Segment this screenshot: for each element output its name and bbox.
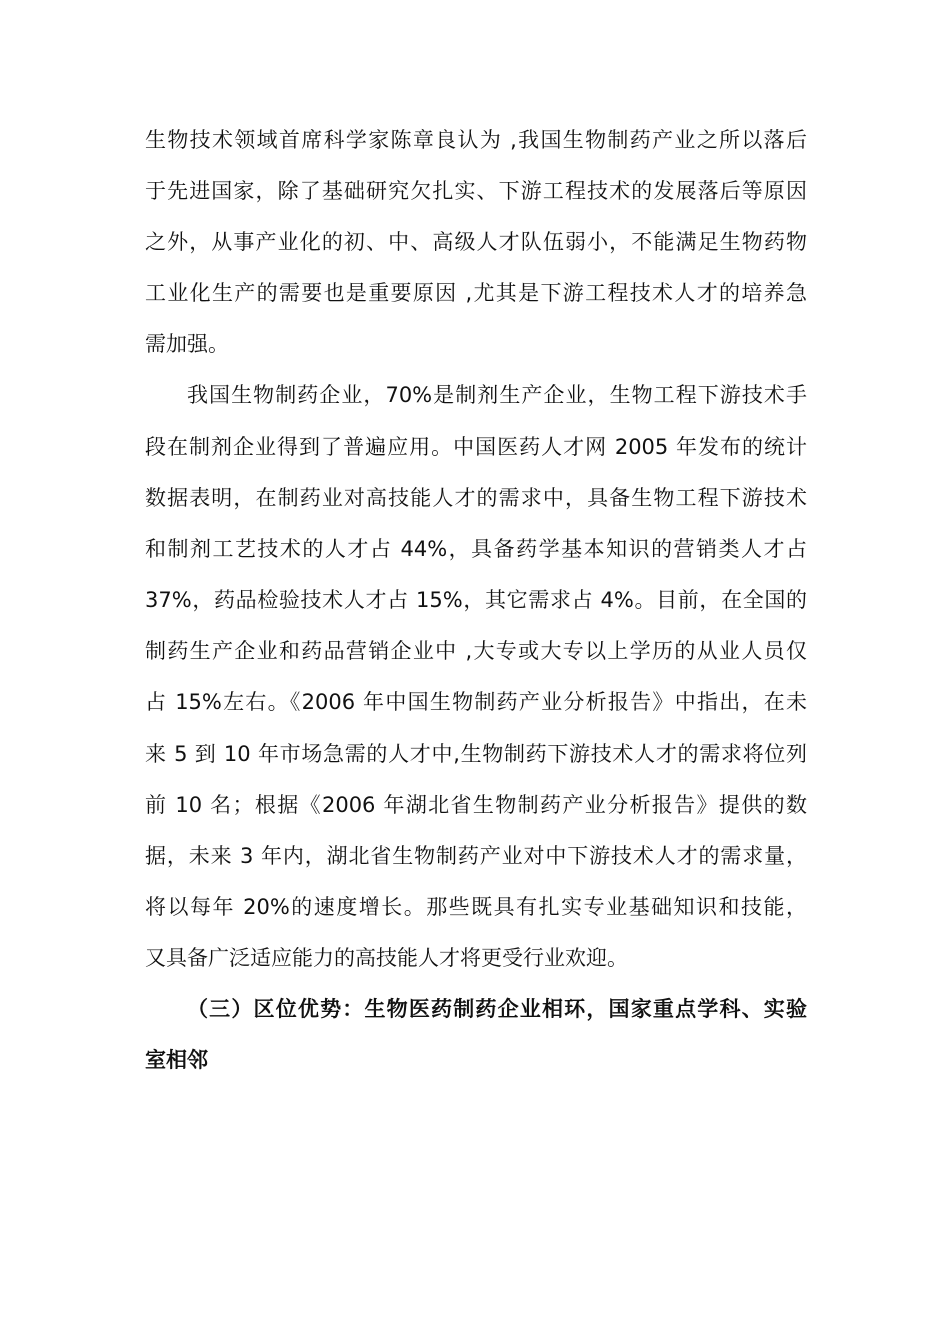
paragraph-2-line-5: 37%，药品检验技术人才占 15%，其它需求占 4%。目前，在全国的 — [145, 588, 807, 612]
paragraph-2-line-7: 占 15%左右。《2006 年中国生物制药产业分析报告》中指出，在未 — [145, 690, 807, 714]
paragraph-1-line-1: 生物技术领域首席科学家陈章良认为 ,我国生物制药产业之所以落后 — [145, 128, 807, 152]
paragraph-1-line-2: 于先进国家，除了基础研究欠扎实、下游工程技术的发展落后等原因 — [145, 179, 807, 203]
paragraph-2-line-10: 据，未来 3 年内，湖北省生物制药产业对中下游技术人才的需求量， — [145, 844, 807, 868]
paragraph-2-line-1: 我国生物制药企业，70%是制剂生产企业，生物工程下游技术手 — [187, 383, 807, 407]
paragraph-1-line-5: 需加强。 — [145, 332, 229, 356]
paragraph-2-line-8: 来 5 到 10 年市场急需的人才中,生物制药下游技术人才的需求将位列 — [145, 742, 807, 766]
paragraph-2-line-2: 段在制剂企业得到了普遍应用。中国医药人才网 2005 年发布的统计 — [145, 435, 807, 459]
paragraph-2-line-4: 和制剂工艺技术的人才占 44%，具备药学基本知识的营销类人才占 — [145, 537, 807, 561]
paragraph-2-line-6: 制药生产企业和药品营销企业中 ,大专或大专以上学历的从业人员仅 — [145, 639, 807, 663]
paragraph-2-line-3: 数据表明，在制药业对高技能人才的需求中，具备生物工程下游技术 — [145, 486, 807, 510]
section-heading-line-1: （三）区位优势：生物医药制药企业相环，国家重点学科、实验 — [187, 997, 807, 1021]
paragraph-1-line-4: 工业化生产的需要也是重要原因 ,尤其是下游工程技术人才的培养急 — [145, 281, 807, 305]
paragraph-2-line-12: 又具备广泛适应能力的高技能人才将更受行业欢迎。 — [145, 946, 628, 970]
paragraph-2-line-11: 将以每年 20%的速度增长。那些既具有扎实专业基础知识和技能， — [145, 895, 807, 919]
section-heading-line-2: 室相邻 — [145, 1048, 208, 1072]
paragraph-1-line-3: 之外，从事产业化的初、中、高级人才队伍弱小，不能满足生物药物 — [145, 230, 807, 254]
paragraph-2-line-9: 前 10 名；根据《2006 年湖北省生物制药产业分析报告》提供的数 — [145, 793, 807, 817]
